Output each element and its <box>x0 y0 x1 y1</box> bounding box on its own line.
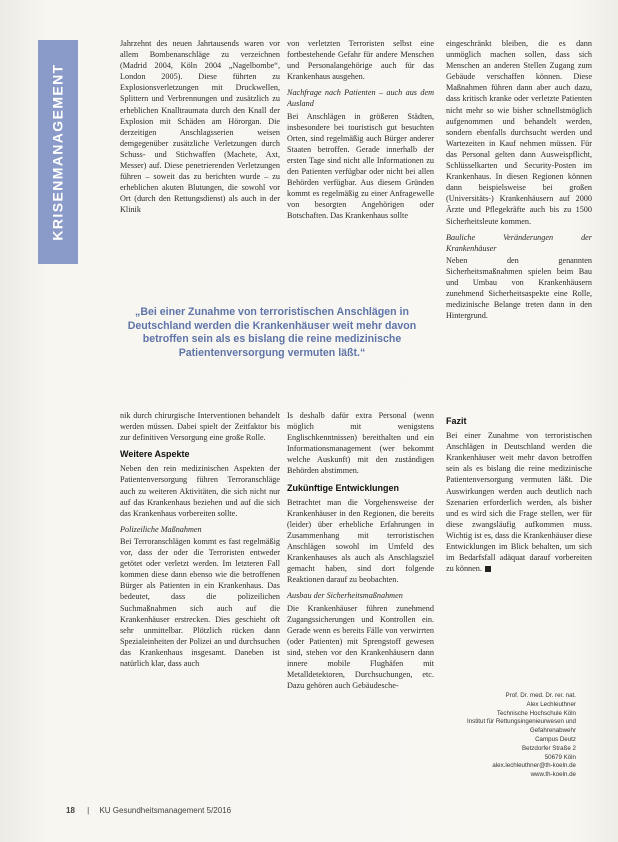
author-email[interactable]: alex.lechleuthner@th-koeln.de <box>492 762 576 770</box>
bottom-column-1 <box>120 410 280 673</box>
bottom-column-3 <box>446 410 592 578</box>
subheading: Bauliche Veränderungen der Krankenhäuser <box>446 232 592 253</box>
pull-quote: „Bei einer Zunahme von terroristischen Anschlägen in Deutschland werden die Krankenhäuser weit mehr davon betroffen sein als es bislang die reine medizinische Patientenversorgung vermuten läßt.“ <box>127 306 417 359</box>
end-of-article-mark <box>485 566 491 572</box>
author-line: Institut für Rettungsingenieurwesen und <box>466 718 576 726</box>
paragraph: Bei Anschlägen in größeren Städten, insbesondere bei touristisch gut besuchten Orten, sind regelmäßig auch Bürger anderer Staaten betroffen. Gerade innerhalb der ersten Tage sind nicht alle Informationen zu den Patienten verfügbar oder nicht bei allen Behörden verfügbar. Aus diesem Gründen kommt es regelmäßig zu einer Anfragewelle von besorgten Angehörigen oder Botschaften. Das Krankenhaus sollte <box>287 111 434 221</box>
paragraph: von verletzten Terroristen selbst eine fortbestehende Gefahr für andere Menschen und Personalangehörige auch für das Krankenhaus ausgehen. <box>287 39 434 82</box>
paragraph: Neben den genannten Sicherheitsmaßnahmen spielen beim Bau und Umbau von Krankenhäusern zunehmend Sicherheitsaspekte eine Rolle, medizinische Belange treten dann in den Hintergrund. <box>446 255 592 321</box>
author-line: Technische Hochschule Köln <box>496 709 576 717</box>
section-tab-label-wrap <box>38 40 78 264</box>
author-line: Gefahrenabwehr <box>529 727 576 735</box>
publication-name: KU Gesundheitsmanagement 5/2016 <box>99 806 232 815</box>
author-info <box>416 692 576 780</box>
subheading: Ausbau der Sicherheitsmaßnahmen <box>287 591 403 601</box>
paragraph <box>446 430 592 574</box>
author-line: Prof. Dr. med. Dr. rer. nat. <box>505 692 576 699</box>
bottom-column-2 <box>287 410 434 695</box>
paragraph: Die Krankenhäuser führen zunehmend Zugangssicherungen und Kontrollen ein. Gerade wenn es bereits Fälle von verwirrten (oder Patienten) mit Sprengstoff gewesen sind, stehen vor den Krankenhäusern dann innere mobile Flughäfen mit Metalldetektoren, Durchsuchungen, etc. Dazu gehören auch Gebäudesche- <box>287 603 434 691</box>
section-tab-label: KRISENMANAGEMENT <box>50 63 66 241</box>
author-line: Betzdorfer Straße 2 <box>522 744 576 752</box>
author-line: Campus Deutz <box>535 735 576 743</box>
paragraph: nik durch chirurgische Interventionen behandelt werden müssen. Dabei spielt der Zeitfaktor bis zur definitiven Versorgung eine große Rolle. <box>120 411 280 443</box>
paragraph: eingeschränkt bleiben, die es dann unmöglich machen sollen, dass sich Menschen an anderen Stellen Zugang zum Gebäude verschaffen können. Diese Maßnahmen führen dann aber auch dazu, dass kritisch kranke oder verletzte Patienten nicht mehr so wie bisher schnellstmöglich aufgenommen und behandelt werden, sondern ebenfalls durchsucht werden und Wartezeiten in Kauf nehmen müssen. Für das Personal gelten dann Ausweispflicht, Schlüsselkarten und Security-Posten im Krankenhaus. In diesen Regionen können dann beispielsweise bei großen (Universitäts-) Krankenhäusern auf 2000 Ärzte und Pflegekräfte auch bis zu 1500 Sicherheitsleute kommen. <box>446 39 592 226</box>
section-heading: Fazit <box>446 416 467 426</box>
footer-separator: | <box>87 806 90 815</box>
paragraph: Betrachtet man die Vorgehensweise der Krankenhäuser in den Regionen, die bereits (leider) über erhebliche Erfahrungen in Zusammenhang mit terroristischen Anschlägen sowohl im Umfeld des Krankenhauses als auch als Anschlagsziel gemacht haben, sind dort folgende Reaktionen darauf zu beobachten. <box>287 497 434 585</box>
section-heading: Zukünftige Entwicklungen <box>287 482 399 493</box>
subheading: Nachfrage nach Patienten – auch aus dem Ausland <box>287 88 434 109</box>
paragraph: Neben den rein medizinischen Aspekten der Patientenversorgung führen Terroranschläge auch zu weiteren Aktivitäten, die sich nicht nur auf das Krankenhaus beziehen und auf die sich das Krankenhaus vorbereiten sollte. <box>120 464 280 518</box>
author-line: Alex Lechleuthner <box>526 700 576 708</box>
conclusion-text: Bei einer Zunahme von terroristischen Anschlägen in Deutschland werden die Krankenhäuser weit mehr davon betroffen sein als es bislang die reine medizinische Patientenversorgung vermuten läßt. Die Auswirkungen werden auch deutlich nach Szenarien erforderlich werden, als bisher und es wird sich die Frage stellen, wer für diese zwangsläufig aufkommen muss. Wichtig ist es, dass die Krankenhäuser diese Entwicklungen im Blick behalten, um sich im Bedarfsfall adäquat darauf vorbereiten zu können. <box>446 431 592 574</box>
section-heading: Weitere Aspekte <box>120 449 190 460</box>
paragraph: Bei Terroranschlägen kommt es fast regelmäßig vor, dass der oder die Terroristen entweder getötet oder verletzt werden. Im letzteren Fall kommen diese dann ebenso wie die betroffenen Bürger als Patienten in ein Krankenhaus. Das bedeutet, dass die polizeilichen Suchmaßnahmen sich auch auf die Krankenhäuser erstrecken. Dies geschieht oft sehr unmittelbar. Plötzlich rücken dann Spezialeinheiten der Polizei an und durchsuchen das Krankenhaus insgesamt. Daneben ist natürlich klar, dass auch <box>120 536 280 668</box>
subheading: Polizeiliche Maßnahmen <box>120 524 202 534</box>
top-column-1 <box>120 38 280 220</box>
page-footer <box>66 806 231 815</box>
paragraph: Jahrzehnt des neuen Jahrtausends waren vor allem Bombenanschläge zu verzeichnen (Madrid 2004, Köln 2004 „Nagelbombe“, London 2005). Diese führten zu Explosionsverletzungen mit Druckwellen, Splittern und Verbrennungen und zusätzlich zu erheblichen Knalltraumata durch den Knall der Explosion mit Schäden am Hörorgan. Die derzeitigen Anschlagsserien weisen demgegenüber zusätzliche Verletzungen durch Schuss- und Stichwaffen (Machete, Axt, Messer) auf. Diese penetrierenden Verletzungen führen – soweit das zu berichten wurde – zu erheblichen akuten Blutungen, die sowohl vor Ort (durch den Rettungsdienst) als auch in der Klinik <box>120 39 280 215</box>
author-line: 50679 Köln <box>544 753 576 761</box>
author-website[interactable]: www.th-koeln.de <box>530 771 576 779</box>
page-number: 18 <box>66 806 75 815</box>
top-column-2 <box>287 38 434 226</box>
paragraph: Is deshalb dafür extra Personal (wenn möglich mit wenigstens Englischkenntnissen) bereithalten und ein Informationsmanagement (wer bekommt welche Auskunft) mit den zuständigen Behörden abstimmen. <box>287 411 434 476</box>
top-column-3 <box>446 38 592 325</box>
